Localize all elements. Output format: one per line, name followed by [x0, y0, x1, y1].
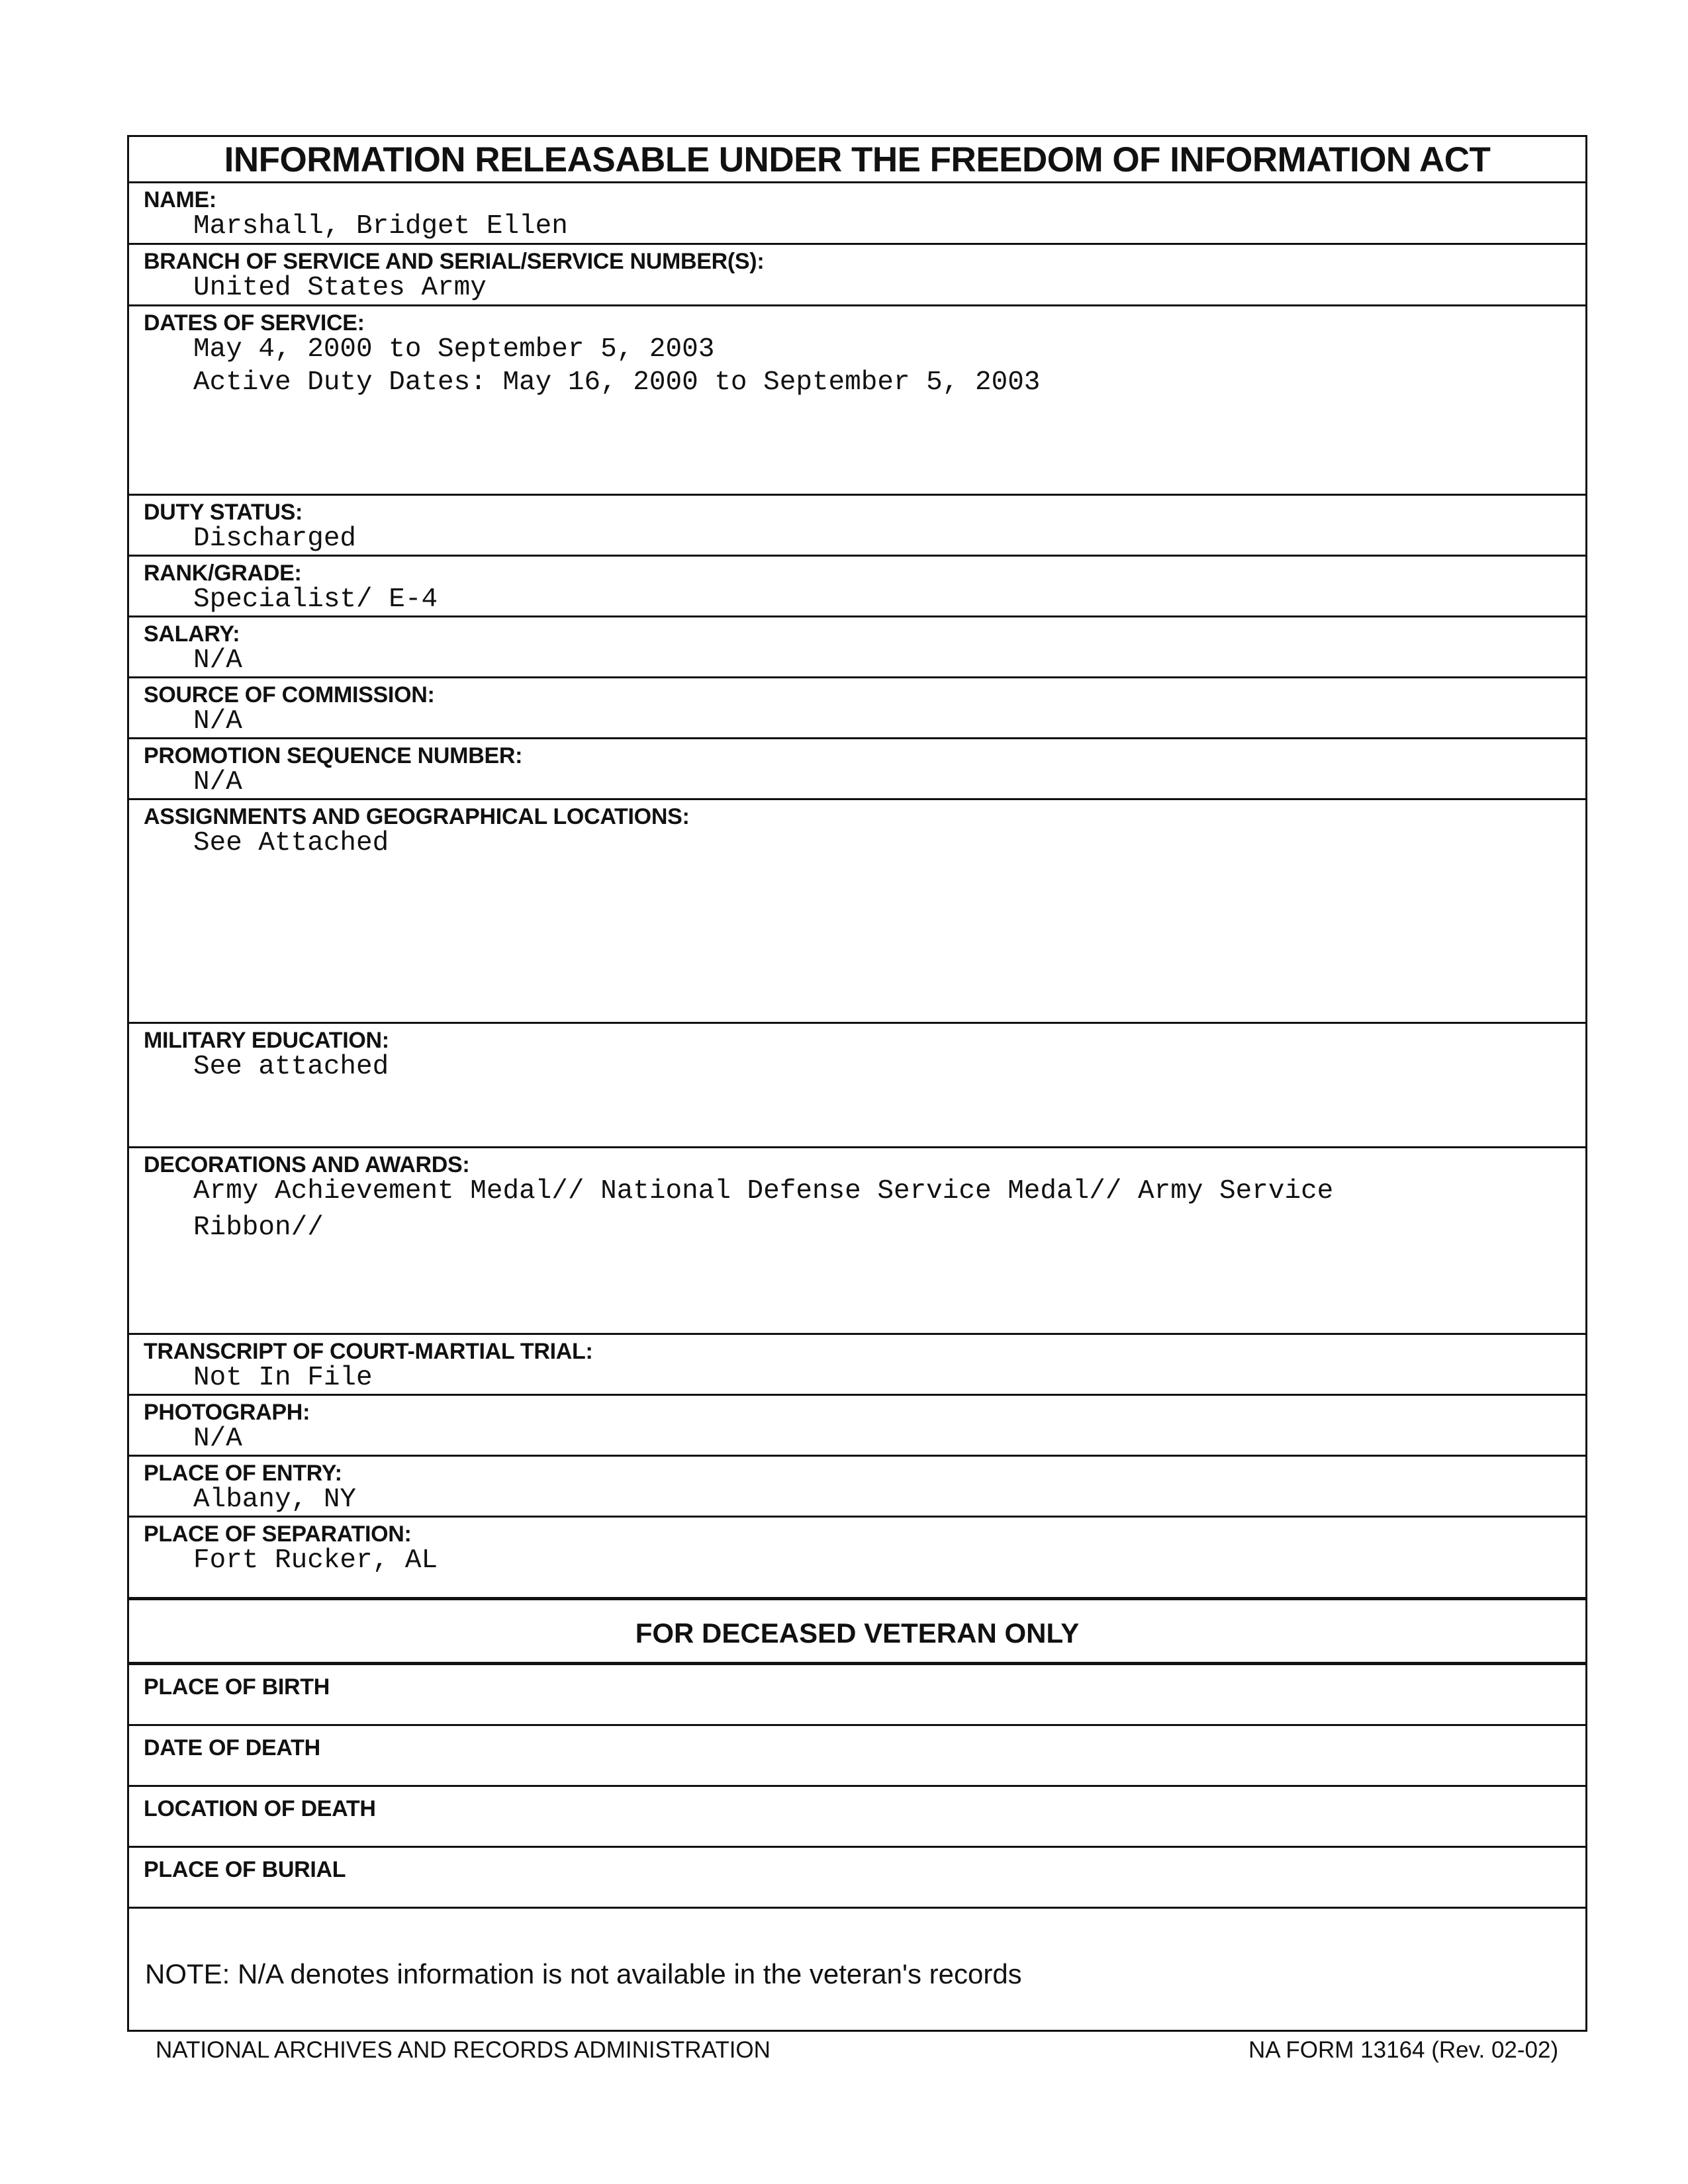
commission-value: N/A — [193, 706, 242, 737]
entry-value: Albany, NY — [193, 1484, 357, 1515]
decorations-label: DECORATIONS AND AWARDS: — [144, 1152, 470, 1177]
field-duty-status — [129, 496, 1585, 557]
field-location-of-death — [129, 1787, 1585, 1848]
branch-value: United States Army — [193, 273, 487, 303]
field-source-of-commission — [129, 678, 1585, 739]
field-place-of-birth — [129, 1665, 1585, 1726]
education-value: See attached — [193, 1052, 389, 1082]
field-place-of-burial — [129, 1848, 1585, 1909]
footer-form-number: NA FORM 13164 (Rev. 02-02) — [1248, 2037, 1559, 2063]
photograph-label: PHOTOGRAPH: — [144, 1400, 310, 1425]
decorations-value-line1: Army Achievement Medal// National Defense Service Medal// Army Service — [193, 1176, 1334, 1206]
court-martial-label: TRANSCRIPT OF COURT-MARTIAL TRIAL: — [144, 1339, 593, 1364]
separation-value: Fort Rucker, AL — [193, 1545, 438, 1576]
field-place-of-separation — [129, 1518, 1585, 1600]
salary-value: N/A — [193, 645, 242, 676]
field-court-martial — [129, 1335, 1585, 1396]
separation-label: PLACE OF SEPARATION: — [144, 1522, 412, 1547]
dates-value-line2: Active Duty Dates: May 16, 2000 to September 5, 2003 — [193, 367, 1041, 398]
salary-label: SALARY: — [144, 621, 240, 647]
death-date-label: DATE OF DEATH — [144, 1735, 320, 1760]
field-salary — [129, 617, 1585, 678]
rank-value: Specialist/ E-4 — [193, 584, 438, 615]
name-value: Marshall, Bridget Ellen — [193, 211, 568, 242]
field-date-of-death — [129, 1726, 1585, 1787]
promotion-label: PROMOTION SEQUENCE NUMBER: — [144, 743, 523, 768]
duty-status-value: Discharged — [193, 523, 357, 554]
field-rank-grade — [129, 557, 1585, 617]
assignments-label: ASSIGNMENTS AND GEOGRAPHICAL LOCATIONS: — [144, 804, 690, 829]
death-location-label: LOCATION OF DEATH — [144, 1796, 376, 1821]
branch-label: BRANCH OF SERVICE AND SERIAL/SERVICE NUMBER(S): — [144, 249, 765, 274]
dates-label: DATES OF SERVICE: — [144, 310, 365, 336]
field-decorations-awards — [129, 1148, 1585, 1335]
field-military-education — [129, 1024, 1585, 1148]
photograph-value: N/A — [193, 1424, 242, 1454]
field-branch — [129, 245, 1585, 306]
field-name — [129, 183, 1585, 245]
field-promotion-sequence — [129, 739, 1585, 800]
dates-value-line1: May 4, 2000 to September 5, 2003 — [193, 334, 715, 365]
rank-label: RANK/GRADE: — [144, 561, 302, 586]
name-label: NAME: — [144, 187, 216, 212]
birth-label: PLACE OF BIRTH — [144, 1674, 330, 1700]
court-martial-value: Not In File — [193, 1363, 373, 1393]
note-text: NOTE: N/A denotes information is not available in the veteran's records — [145, 1958, 1022, 1989]
field-photograph — [129, 1396, 1585, 1457]
decorations-value-line2: Ribbon// — [193, 1212, 324, 1243]
deceased-section-header — [129, 1600, 1585, 1665]
entry-label: PLACE OF ENTRY: — [144, 1461, 342, 1486]
foia-form — [127, 135, 1587, 2032]
form-title: INFORMATION RELEASABLE UNDER THE FREEDOM OF INFORMATION ACT — [129, 137, 1585, 183]
education-label: MILITARY EDUCATION: — [144, 1028, 389, 1053]
burial-label: PLACE OF BURIAL — [144, 1857, 346, 1882]
footer-agency: NATIONAL ARCHIVES AND RECORDS ADMINISTRATION — [156, 2037, 771, 2063]
duty-status-label: DUTY STATUS: — [144, 500, 303, 525]
promotion-value: N/A — [193, 767, 242, 797]
assignments-value: See Attached — [193, 828, 389, 858]
commission-label: SOURCE OF COMMISSION: — [144, 682, 435, 707]
field-assignments — [129, 800, 1585, 1024]
deceased-heading: FOR DECEASED VETERAN ONLY — [635, 1617, 1080, 1649]
field-place-of-entry — [129, 1457, 1585, 1518]
field-dates-of-service — [129, 306, 1585, 496]
